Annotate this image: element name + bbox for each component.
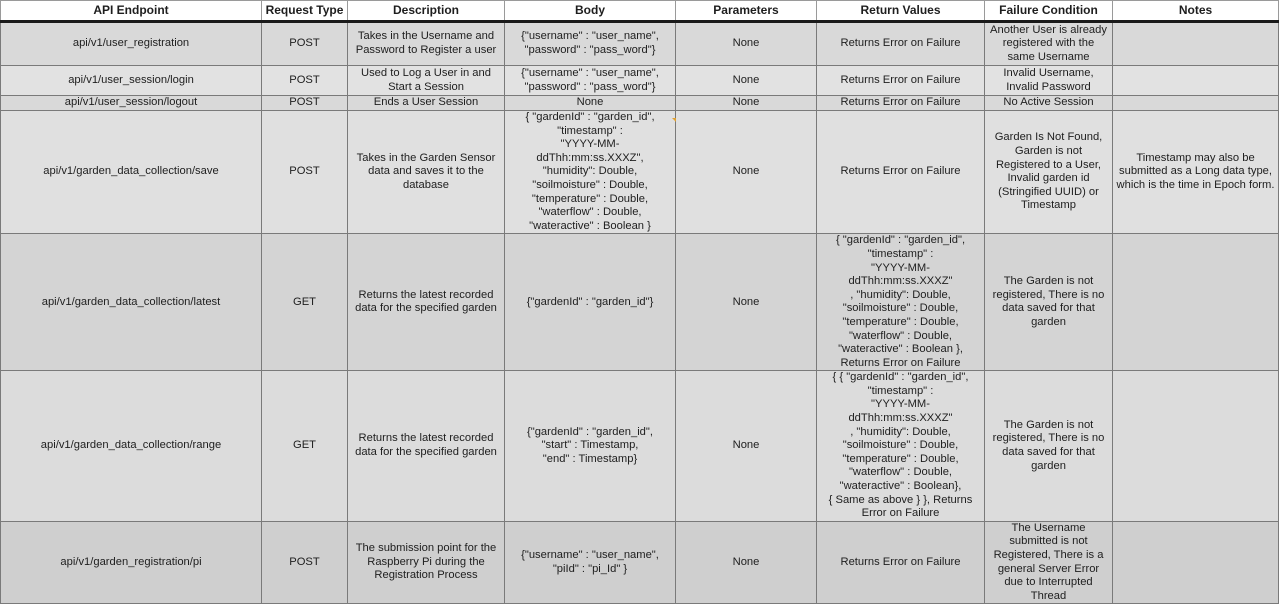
cell-description[interactable]: Takes in the Garden Sensor data and saves it to the database xyxy=(348,111,505,234)
header-notes[interactable]: Notes xyxy=(1113,1,1279,22)
header-description[interactable]: Description xyxy=(348,1,505,22)
cell-notes[interactable]: Timestamp may also be submitted as a Long data type, which is the time in Epoch form. xyxy=(1113,111,1279,234)
cell-description[interactable]: The submission point for the Raspberry Pi during the Registration Process xyxy=(348,521,505,604)
cell-body[interactable]: {"gardenId" : "garden_id"} xyxy=(505,234,676,371)
cell-failure-condition[interactable]: Invalid Username, Invalid Password xyxy=(985,66,1113,96)
cell-request-type[interactable]: GET xyxy=(262,371,348,522)
cell-parameters[interactable]: None xyxy=(676,234,817,371)
cell-parameters[interactable]: None xyxy=(676,22,817,66)
cell-request-type[interactable]: POST xyxy=(262,111,348,234)
cell-endpoint[interactable]: api/v1/user_session/logout xyxy=(1,96,262,111)
cell-parameters[interactable]: None xyxy=(676,96,817,111)
table-row xyxy=(1,96,1279,111)
header-request-type[interactable]: Request Type xyxy=(262,1,348,22)
cell-return-values[interactable]: Returns Error on Failure xyxy=(817,96,985,111)
cell-endpoint[interactable]: api/v1/garden_registration/pi xyxy=(1,521,262,604)
cell-notes[interactable] xyxy=(1113,234,1279,371)
cell-request-type[interactable]: GET xyxy=(262,234,348,371)
table-row xyxy=(1,371,1279,522)
cell-failure-condition[interactable]: The Garden is not registered, There is no data saved for that garden xyxy=(985,234,1113,371)
cell-body[interactable]: None xyxy=(505,96,676,111)
cell-parameters[interactable]: None xyxy=(676,111,817,234)
cell-notes[interactable] xyxy=(1113,22,1279,66)
header-body[interactable]: Body xyxy=(505,1,676,22)
cell-return-values[interactable]: Returns Error on Failure xyxy=(817,22,985,66)
cell-failure-condition[interactable]: No Active Session xyxy=(985,96,1113,111)
cell-description[interactable]: Used to Log a User in and Start a Session xyxy=(348,66,505,96)
cell-endpoint[interactable]: api/v1/garden_data_collection/latest xyxy=(1,234,262,371)
cell-failure-condition[interactable]: Garden Is Not Found, Garden is not Registered to a User, Invalid garden id (Stringified UUID) or Timestamp xyxy=(985,111,1113,234)
cell-endpoint[interactable]: api/v1/garden_data_collection/range xyxy=(1,371,262,522)
cell-body[interactable]: {"username" : "user_name", "password" : "pass_word"} xyxy=(505,22,676,66)
cell-description[interactable]: Takes in the Username and Password to Register a user xyxy=(348,22,505,66)
table-row xyxy=(1,22,1279,66)
cell-parameters[interactable]: None xyxy=(676,521,817,604)
cell-return-values[interactable]: Returns Error on Failure xyxy=(817,521,985,604)
header-failure-condition[interactable]: Failure Condition xyxy=(985,1,1113,22)
cell-endpoint[interactable]: api/v1/user_registration xyxy=(1,22,262,66)
cell-description[interactable]: Returns the latest recorded data for the specified garden xyxy=(348,234,505,371)
cell-description[interactable]: Returns the latest recorded data for the specified garden xyxy=(348,371,505,522)
cell-request-type[interactable]: POST xyxy=(262,66,348,96)
cell-body[interactable]: {"username" : "user_name", "piId" : "pi_Id" } xyxy=(505,521,676,604)
cell-parameters[interactable]: None xyxy=(676,66,817,96)
cell-notes[interactable] xyxy=(1113,96,1279,111)
table-row xyxy=(1,111,1279,234)
cell-endpoint[interactable]: api/v1/garden_data_collection/save xyxy=(1,111,262,234)
table-row xyxy=(1,234,1279,371)
header-parameters[interactable]: Parameters xyxy=(676,1,817,22)
cell-body[interactable]: {"username" : "user_name", "password" : "pass_word"} xyxy=(505,66,676,96)
table-row xyxy=(1,521,1279,604)
cell-return-values[interactable]: { "gardenId" : "garden_id", "timestamp" : "YYYY-MM-ddThh:mm:ss.XXXZ" , "humidity": Double, "soilmoisture" : Double, "temperature" : Double, "waterflow" : Double, "wateractive" : Boolean }, Returns Error on Failure xyxy=(817,234,985,371)
cell-request-type[interactable]: POST xyxy=(262,96,348,111)
cell-return-values[interactable]: { { "gardenId" : "garden_id", "timestamp" : "YYYY-MM-ddThh:mm:ss.XXXZ" , "humidity": Double, "soilmoisture" : Double, "temperature" : Double, "waterflow" : Double, "wateractive" : Boolean}, { Same as above } }, Returns Error on Failure xyxy=(817,371,985,522)
header-api-endpoint[interactable]: API Endpoint xyxy=(1,1,262,22)
header-return-values[interactable]: Return Values xyxy=(817,1,985,22)
header-row xyxy=(1,1,1279,22)
cell-request-type[interactable]: POST xyxy=(262,22,348,66)
table-row xyxy=(1,66,1279,96)
cell-body[interactable]: {"gardenId" : "garden_id", "start" : Timestamp, "end" : Timestamp} xyxy=(505,371,676,522)
cell-failure-condition[interactable]: The Username submitted is not Registered, There is a general Server Error due to Interrupted Thread xyxy=(985,521,1113,604)
cell-notes[interactable] xyxy=(1113,521,1279,604)
cell-description[interactable]: Ends a User Session xyxy=(348,96,505,111)
cell-return-values[interactable]: Returns Error on Failure xyxy=(817,66,985,96)
cell-endpoint[interactable]: api/v1/user_session/login xyxy=(1,66,262,96)
cell-request-type[interactable]: POST xyxy=(262,521,348,604)
cell-failure-condition[interactable]: The Garden is not registered, There is no data saved for that garden xyxy=(985,371,1113,522)
cell-return-values[interactable]: Returns Error on Failure xyxy=(817,111,985,234)
cell-failure-condition[interactable]: Another User is already registered with the same Username xyxy=(985,22,1113,66)
cell-parameters[interactable]: None xyxy=(676,371,817,522)
cell-notes[interactable] xyxy=(1113,66,1279,96)
comment-marker-icon xyxy=(672,118,676,122)
cell-notes[interactable] xyxy=(1113,371,1279,522)
cell-body[interactable]: { "gardenId" : "garden_id", "timestamp" : "YYYY-MM-ddThh:mm:ss.XXXZ", "humidity": Double, "soilmoisture" : Double, "temperature" : Double, "waterflow" : Double, "wateractive" : Boolean } xyxy=(505,111,676,234)
